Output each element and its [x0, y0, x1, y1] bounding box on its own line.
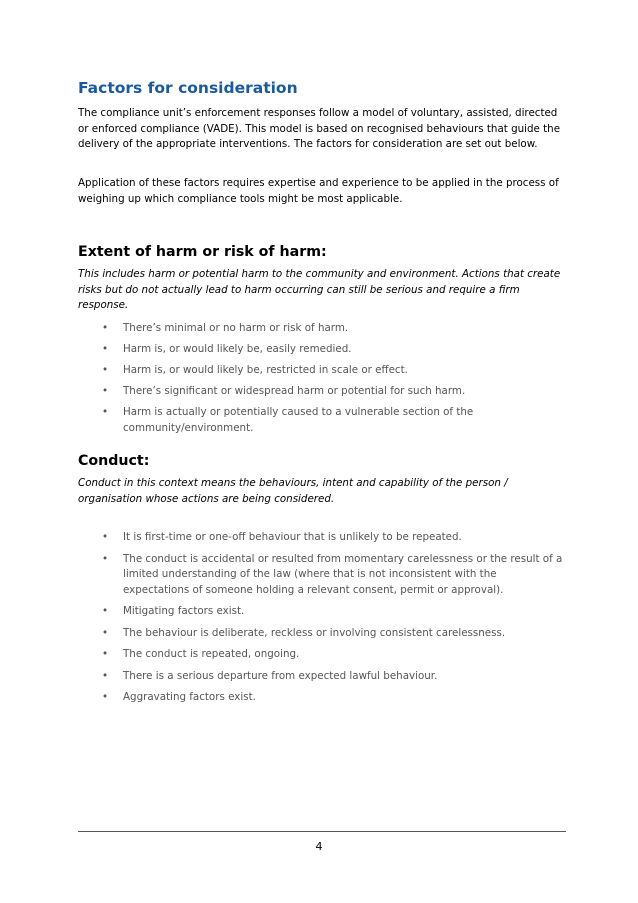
bullet-icon: •: [102, 648, 109, 660]
bullet-icon: •: [102, 322, 109, 334]
section-title-conduct: Conduct:: [78, 453, 150, 469]
list-item: • It is first-time or one-off behaviour that is unlikely to be repeated.: [78, 530, 565, 546]
conduct-factor-list: [78, 530, 565, 706]
list-item: • There’s significant or widespread harm or potential for such harm.: [78, 384, 565, 400]
list-item: • Harm is, or would likely be, easily remedied.: [78, 342, 565, 358]
list-item: • Aggravating factors exist.: [78, 690, 565, 706]
list-item: • Harm is, or would likely be, restricted in scale or effect.: [78, 363, 565, 379]
bullet-icon: •: [102, 669, 109, 682]
section-intro-conduct: Conduct in this context means the behaviours, intent and capability of the person / organisation whose actions are being considered.: [78, 477, 508, 505]
page-number: 4: [315, 840, 323, 853]
section-title-harm: Extent of harm or risk of harm:: [78, 244, 327, 260]
list-item: • The conduct is repeated, ongoing.: [78, 647, 565, 663]
section-intro-harm: This includes harm or potential harm to the community and environment. Actions that create risks but do not actually lead to harm occurring can still be serious and require a firm response.: [78, 268, 561, 311]
footer-divider: [78, 831, 566, 832]
bullet-icon: •: [102, 364, 109, 376]
bullet-icon: •: [102, 691, 109, 703]
list-item: • The conduct is accidental or resulted from momentary carelessness or the result of a limited understanding of the law (where that is not inconsistent with the expectations of someone holding a relevant consent, permit or approval).: [102, 552, 563, 596]
bullet-icon: •: [102, 343, 109, 355]
list-item: • There’s minimal or no harm or risk of harm.: [78, 321, 565, 337]
bullet-icon: •: [102, 552, 109, 565]
harm-factor-list: [78, 321, 565, 436]
bullet-icon: •: [102, 385, 109, 397]
list-item: • Harm is actually or potentially caused to a vulnerable section of the community/environment.: [102, 406, 474, 434]
bullet-icon: •: [102, 406, 109, 418]
page-heading: Factors for consideration: [78, 79, 298, 97]
list-item: • There is a serious departure from expected lawful behaviour.: [78, 669, 565, 685]
bullet-icon: •: [102, 531, 109, 543]
bullet-icon: •: [102, 605, 109, 617]
list-item: • The behaviour is deliberate, reckless or involving consistent carelessness.: [78, 626, 565, 642]
intro-paragraph-application: Application of these factors requires expertise and experience to be applied in the process of weighing up which compliance tools might be most applicable.: [78, 177, 559, 205]
bullet-icon: •: [102, 626, 109, 639]
list-item: • Mitigating factors exist.: [78, 604, 565, 620]
intro-paragraph-vade: The compliance unit’s enforcement responses follow a model of voluntary, assisted, directed or enforced compliance (VADE). This model is based on recognised behaviours that guide the delivery of the appropriate interventions. The factors for consideration are set out below.: [78, 107, 561, 150]
